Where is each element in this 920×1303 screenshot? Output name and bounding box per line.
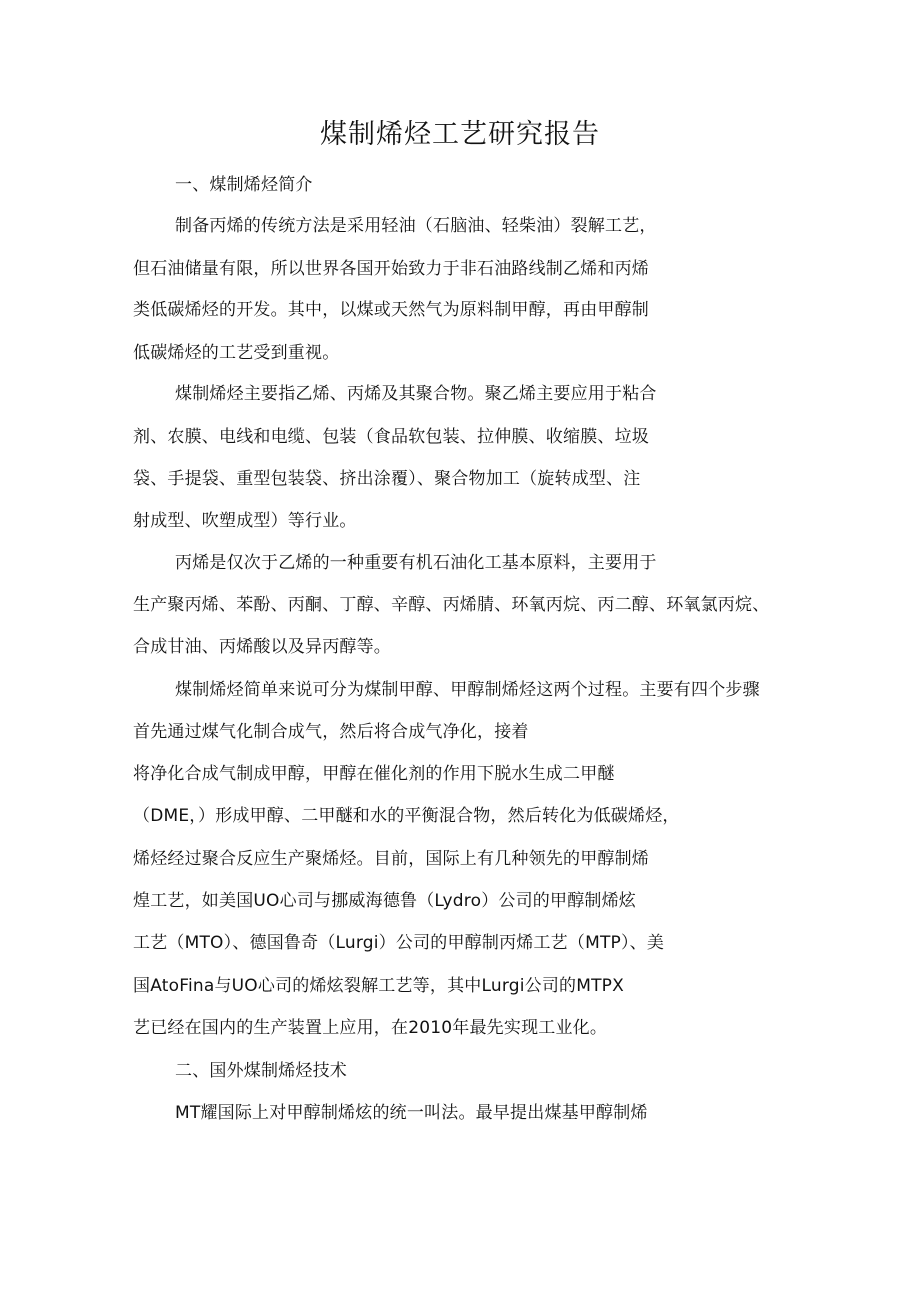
paragraph-line: 但石油储量有限，所以世界各国开始致力于非石油路线制乙烯和丙烯 [133, 259, 649, 279]
paragraph-line: 类低碳烯烃的开发。其中，以煤或天然气为原料制甲醇，再由甲醇制 [133, 300, 649, 320]
section-heading-2: 二、国外煤制烯烃技术 [175, 1061, 347, 1081]
paragraph-line: 首先通过煤气化制合成气，然后将合成气净化，接着 [133, 722, 529, 742]
paragraph-line: 制备丙烯的传统方法是采用轻油（石脑油、轻柴油）裂解工艺， [175, 216, 657, 236]
paragraph-line: 煤制烯烃简单来说可分为煤制甲醇、甲醇制烯烃这两个过程。主要有四个步骤 [175, 680, 760, 700]
paragraph-line: 煤制烯烃主要指乙烯、丙烯及其聚合物。聚乙烯主要应用于粘合 [175, 384, 657, 404]
paragraph-line: 烯烃经过聚合反应生产聚烯烃。目前，国际上有几种领先的甲醇制烯 [133, 849, 649, 869]
paragraph-line: （DME，）形成甲醇、二甲醚和水的平衡混合物，然后转化为低碳烯烃， [133, 806, 680, 826]
paragraph-line: MT耀国际上对甲醇制烯炫的统一叫法。最早提出煤基甲醇制烯 [175, 1103, 648, 1123]
paragraph-line: 生产聚丙烯、苯酚、丙酮、丁醇、辛醇、丙烯腈、环氧丙烷、丙二醇、环氧氯丙烷、 [133, 595, 770, 615]
section-heading-1: 一、煤制烯烃简介 [175, 175, 313, 195]
paragraph-line: 将净化合成气制成甲醇，甲醇在催化剂的作用下脱水生成二甲醚 [133, 764, 615, 784]
paragraph-line: 工艺（MTO）、德国鲁奇（Lurgi）公司的甲醇制丙烯工艺（MTP）、美 [133, 933, 665, 953]
paragraph-line: 国AtoFina与UO心司的烯炫裂解工艺等，其中Lurgi公司的MTPX [133, 976, 624, 996]
paragraph-line: 射成型、吹塑成型）等行业。 [133, 511, 357, 531]
paragraph-line: 剂、农膜、电线和电缆、包装（食品软包装、拉伸膜、收缩膜、垃圾 [133, 427, 649, 447]
paragraph-line: 合成甘油、丙烯酸以及异丙醇等。 [133, 637, 391, 657]
paragraph-line: 煌工艺，如美国UO心司与挪威海德鲁（Lydro）公司的甲醇制烯炫 [133, 891, 637, 911]
paragraph-line: 袋、手提袋、重型包装袋、挤出涂覆）、聚合物加工（旋转成型、注 [133, 469, 641, 489]
paragraph-line: 丙烯是仅次于乙烯的一种重要有机石油化工基本原料，主要用于 [175, 553, 657, 573]
paragraph-line: 艺已经在国内的生产装置上应用，在2010年最先实现工业化。 [133, 1018, 608, 1038]
document-title: 煤制烯烃工艺研究报告 [320, 119, 600, 150]
paragraph-line: 低碳烯烃的工艺受到重视。 [133, 343, 340, 363]
